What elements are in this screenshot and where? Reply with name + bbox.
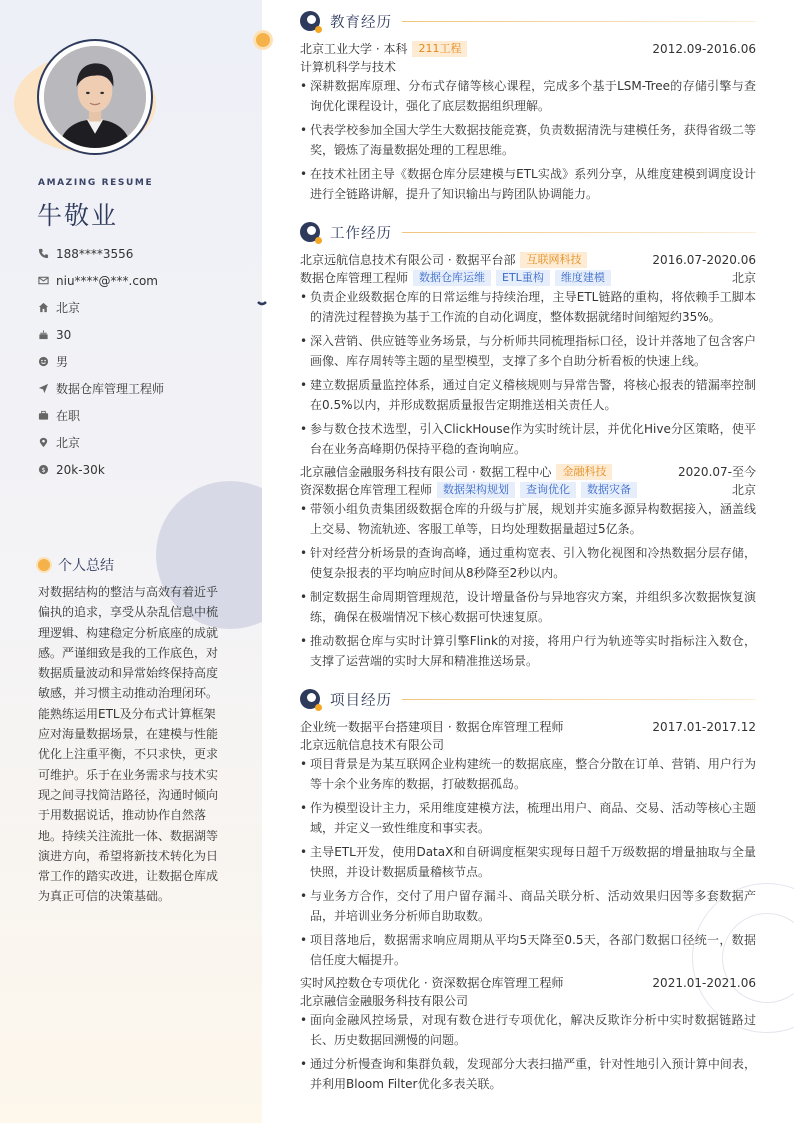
project-period: 2017.01-2017.12 — [652, 720, 756, 734]
gender-text: 男 — [56, 355, 69, 369]
job-role: 数据仓库管理工程师 — [300, 271, 409, 285]
job-period: 2016.07-2020.06 — [652, 253, 756, 267]
project-company: 北京远航信息技术有限公司 — [300, 738, 445, 752]
contact-home — [38, 294, 248, 321]
education-period: 2012.09-2016.06 — [652, 42, 756, 56]
home-icon — [38, 302, 49, 313]
job-1-role — [300, 270, 756, 286]
sidebar — [0, 0, 262, 1123]
list-item: • 深入营销、供应链等业务场景，与分析师共同梳理指标口径，设计并落地了包含客户画像、库存周转等主题的星型模型，支撑了多个自助分析看板的快速上线。 — [300, 331, 756, 371]
education-row — [300, 41, 756, 57]
money-icon — [38, 464, 49, 475]
contact-age — [38, 321, 248, 348]
list-item: • 带领小组负责集团级数据仓库的升级与扩展，规划并实施多源异构数据接入，涵盖线上交易、物流轨迹、客服工单等，日均处理数据量超过5亿条。 — [300, 499, 756, 539]
education-section-head — [300, 11, 756, 32]
contact-city — [38, 429, 248, 456]
contact-phone — [38, 240, 248, 267]
contact-status — [38, 402, 248, 429]
avatar — [44, 46, 146, 148]
list-item: • 项目背景是为某互联网企业构建统一的数据底座，整合分散在订单、营销、用户行为等十余个业务库的数据，打破数据孤岛。 — [300, 754, 756, 794]
education-title: 教育经历 — [330, 15, 392, 31]
job-city: 北京 — [731, 271, 756, 285]
smile-icon — [38, 356, 49, 367]
list-item: • 通过分析慢查询和集群负载，发现部分大表扫描严重，针对性地引入预计算中间表，并利用Bloom Filter优化多表关联。 — [300, 1054, 756, 1094]
email-text: niu****@***.com — [56, 273, 158, 288]
job-role: 资深数据仓库管理工程师 — [300, 483, 433, 497]
avatar-frame — [37, 39, 153, 155]
phone-text: 188****3556 — [56, 246, 134, 261]
project-period: 2021.01-2021.06 — [652, 976, 756, 990]
company-name: 北京远航信息技术有限公司 · 数据平台部 — [300, 253, 516, 267]
cake-icon — [38, 329, 49, 340]
industry-badge: 金融科技 — [556, 464, 612, 480]
project-2-company — [300, 993, 756, 1009]
list-item: • 面向金融风控场景，对现有数仓进行专项优化，解决反欺诈分析中实时数据链路过长、历史数据回溯慢的问题。 — [300, 1010, 756, 1050]
salary-text: 20k-30k — [56, 462, 105, 477]
phone-icon — [38, 248, 49, 259]
project-name: 企业统一数据平台搭建项目 · 数据仓库管理工程师 — [300, 720, 564, 734]
briefcase-icon — [38, 410, 49, 421]
hometown-text: 北京 — [56, 301, 81, 315]
skill-tag: 数据架构规划 — [437, 482, 515, 498]
job-period: 2020.07-至今 — [678, 465, 756, 479]
job-1-header — [300, 252, 756, 268]
projects-section-head — [300, 689, 756, 710]
location-pin-icon — [38, 437, 49, 448]
section-divider — [402, 21, 756, 22]
list-item: • 负责企业级数据仓库的日常运维与持续治理，主导ETL链路的重构，将依赖手工脚本的清洗过程替换为基于工作流的自动化调度，整体数据就绪时间缩短约35%。 — [300, 287, 756, 327]
list-item: • 推动数据仓库与实时计算引擎Flink的对接，将用户行为轨迹等实时指标注入数仓，支撑了运营端的实时大屏和精准推送场景。 — [300, 631, 756, 671]
list-item: • 制定数据生命周期管理规范，设计增量备份与异地容灾方案，并组织多次数据恢复演练，确保在极端情况下核心数据可快速复原。 — [300, 587, 756, 627]
summary-heading — [38, 555, 114, 575]
section-divider — [402, 232, 756, 233]
list-item: • 主导ETL开发，使用DataX和自研调度框架实现每日超千万级数据的增量抽取与全量快照，并设计数据质量稽核节点。 — [300, 842, 756, 882]
job-city: 北京 — [731, 483, 756, 497]
skill-tag: 查询优化 — [520, 482, 576, 498]
mail-icon — [38, 275, 49, 286]
project-2-bullets — [300, 1010, 756, 1098]
summary-title: 个人总结 — [58, 558, 114, 574]
list-item: • 深耕数据库原理、分布式存储等核心课程，完成多个基于LSM-Tree的存储引擎与查询优化课程设计，强化了底层数据组织理解。 — [300, 76, 756, 116]
work-section-head — [300, 222, 756, 243]
skill-tag: ETL重构 — [496, 270, 550, 286]
contact-salary — [38, 456, 248, 483]
list-item: • 项目落地后，数据需求响应周期从平均5天降至0.5天，各部门数据口径统一，数据信任度大幅提升。 — [300, 930, 756, 970]
section-badge-icon — [300, 689, 321, 710]
list-item: • 针对经营分析场景的查询高峰，通过重构宽表、引入物化视图和冷热数据分层存储，使复杂报表的平均响应时间从8秒降至2秒以内。 — [300, 543, 756, 583]
age-text: 30 — [56, 327, 72, 342]
project-name: 实时风控数仓专项优化 · 资深数据仓库管理工程师 — [300, 976, 564, 990]
project-2-header — [300, 975, 756, 991]
list-item: • 与业务方合作，交付了用户留存漏斗、商品关联分析、活动效果归因等多套数据产品，并培训业务分析师自助取数。 — [300, 886, 756, 926]
industry-badge: 互联网科技 — [520, 252, 587, 268]
job-1-bullets — [300, 287, 756, 463]
section-badge-icon — [300, 11, 321, 32]
summary-text: 对数据结构的整洁与高效有着近乎偏执的追求，享受从杂乱信息中梳理逻辑、构建稳定分析底座的成就感。严谨细致是我的工作底色，对数据质量波动和异常始终保持高度敏感，并习惯主动推动治理闭环。能熟练运用ETL及分布式计算框架应对海量数据场景，在建模与性能优化上注重平衡，不只求快，更求可维护。乐于在业务需求与技术实现之间寻找简洁路径，沟通时倾向于用数据说话，推动协作自然落地。持续关注流批一体、数据湖等演进方向，希望将新技术转化为日常工作的踏实改进，让数据仓库成为真正可信的决策基础。 — [38, 585, 219, 904]
svg-text:$: $ — [41, 465, 46, 474]
list-item: • 在技术社团主导《数据仓库分层建模与ETL实战》系列分享，从维度建模到调度设计进行全链路讲解，提升了知识输出与跨团队协调能力。 — [300, 164, 756, 204]
section-badge-icon — [300, 222, 321, 243]
candidate-name: 牛敬业 — [37, 201, 119, 230]
education-bullets — [300, 76, 756, 208]
projects-title: 项目经历 — [330, 693, 392, 709]
resume-tagline: AMAZING RESUME — [38, 178, 154, 188]
list-item: • 参与数仓技术选型，引入ClickHouse作为实时统计层，并优化Hive分区策略，使平台在业务高峰期仍保持平稳的查询响应。 — [300, 419, 756, 459]
school-name: 北京工业大学 · 本科 — [300, 42, 408, 56]
list-item: • 作为模型设计主力，采用维度建模方法，梳理出用户、商品、交易、活动等核心主题域，并定义一致性维度和事实表。 — [300, 798, 756, 838]
major-row — [300, 59, 756, 75]
avatar-portrait — [44, 46, 146, 148]
contact-email — [38, 267, 248, 294]
contact-position — [38, 375, 248, 402]
project-1-header — [300, 719, 756, 735]
summary-dot-icon — [38, 559, 50, 571]
school-badge: 211工程 — [412, 41, 467, 57]
edge-arc-icon — [256, 298, 268, 310]
major-name: 计算机科学与技术 — [300, 60, 397, 74]
job-2-role — [300, 482, 756, 498]
job-2-bullets — [300, 499, 756, 675]
edge-dot-icon — [256, 33, 270, 47]
work-title: 工作经历 — [330, 226, 392, 242]
job-2-header — [300, 464, 756, 480]
project-1-company — [300, 737, 756, 753]
project-company: 北京融信金融服务科技有限公司 — [300, 994, 469, 1008]
contact-gender — [38, 348, 248, 375]
send-icon — [38, 383, 49, 394]
list-item: • 代表学校参加全国大学生大数据技能竞赛，负责数据清洗与建模任务，获得省级二等奖，锻炼了海量数据处理的工程思维。 — [300, 120, 756, 160]
contact-list — [38, 240, 248, 483]
status-text: 在职 — [56, 409, 81, 423]
project-1-bullets — [300, 754, 756, 974]
company-name: 北京融信金融服务科技有限公司 · 数据工程中心 — [300, 465, 552, 479]
section-divider — [402, 699, 756, 700]
position-text: 数据仓库管理工程师 — [56, 382, 165, 396]
skill-tag: 数据灾备 — [581, 482, 637, 498]
skill-tag: 数据仓库运维 — [413, 270, 491, 286]
skill-tag: 维度建模 — [555, 270, 611, 286]
list-item: • 建立数据质量监控体系，通过自定义稽核规则与异常告警，将核心报表的错漏率控制在0.5%以内，并形成数据质量报告定期推送相关责任人。 — [300, 375, 756, 415]
city-text: 北京 — [56, 436, 81, 450]
